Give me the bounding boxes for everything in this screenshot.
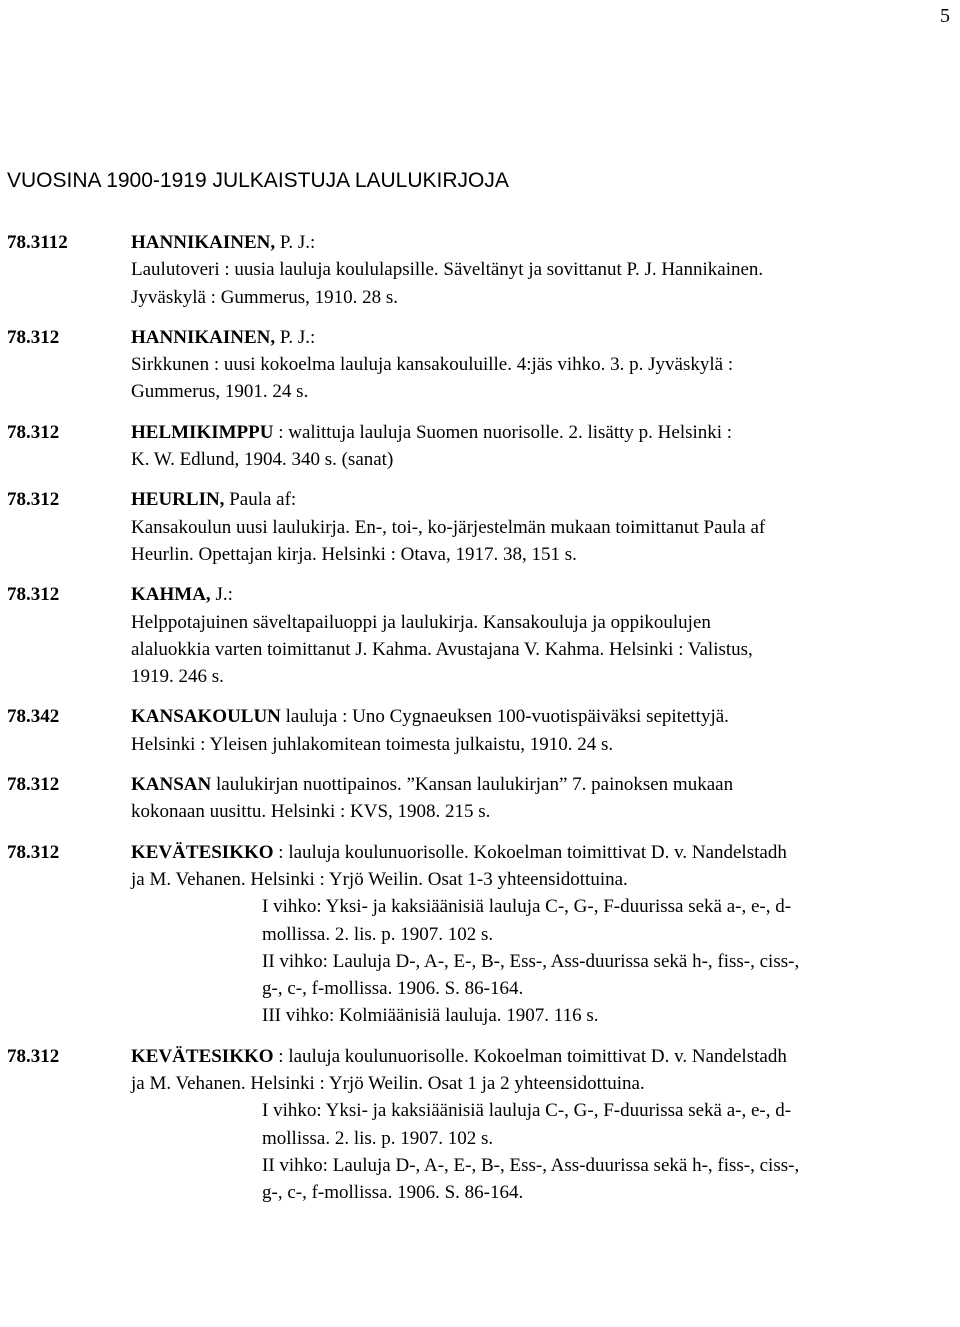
entry-title-line bbox=[131, 1043, 960, 1070]
classification-code: 78.312 bbox=[7, 841, 60, 863]
entry-detail-line: alaluokkia varten toimittanut J. Kahma. Avustajana V. Kahma. Helsinki : Valistus, bbox=[131, 638, 753, 660]
entry-detail-line: ja M. Vehanen. Helsinki : Yrjö Weilin. Osat 1-3 yhteensidottuina. bbox=[131, 868, 628, 890]
entry-title-rest: : walittuja lauluja Suomen nuorisolle. 2. lisätty p. Helsinki : bbox=[273, 421, 733, 443]
volume-note-line: g-, c-, f-mollissa. 1906. S. 86-164. bbox=[262, 1182, 524, 1204]
classification-code: 78.312 bbox=[7, 489, 60, 511]
bibliography-entry bbox=[0, 486, 960, 568]
entry-detail-line: kokonaan uusittu. Helsinki : KVS, 1908. 215 s. bbox=[131, 801, 491, 823]
volume-note-line: g-, c-, f-mollissa. 1906. S. 86-164. bbox=[262, 978, 524, 1000]
volume-note-line: I vihko: Yksi- ja kaksiäänisiä lauluja C-, G-, F-duurissa sekä a-, e-, d- bbox=[262, 1100, 792, 1122]
entry-body bbox=[131, 703, 960, 758]
classification-code: 78.312 bbox=[7, 774, 60, 796]
page-heading: VUOSINA 1900-1919 JULKAISTUJA LAULUKIRJOJA bbox=[7, 169, 509, 192]
entry-detail-line: ja M. Vehanen. Helsinki : Yrjö Weilin. Osat 1 ja 2 yhteensidottuina. bbox=[131, 1073, 645, 1095]
volume-note-line: II vihko: Lauluja D-, A-, E-, B-, Ess-, Ass-duurissa sekä h-, fiss-, ciss-, bbox=[262, 950, 800, 972]
bibliography-entry bbox=[0, 771, 960, 826]
bibliography-entry bbox=[0, 839, 960, 1030]
classification-code: 78.312 bbox=[7, 421, 60, 443]
entry-main-heading: KANSAN bbox=[131, 774, 212, 796]
entry-main-heading: KEVÄTESIKKO bbox=[131, 1045, 274, 1067]
entry-title-rest: P. J.: bbox=[275, 232, 316, 253]
volume-note-line: mollissa. 2. lis. p. 1907. 102 s. bbox=[262, 1127, 494, 1149]
entry-title-line bbox=[131, 771, 960, 798]
entry-title-rest: Paula af: bbox=[224, 489, 297, 511]
entry-body bbox=[131, 839, 960, 1030]
entry-main-heading: HANNIKAINEN, bbox=[131, 232, 276, 253]
entry-main-heading: HANNIKAINEN, bbox=[131, 326, 276, 348]
volume-note-line: I vihko: Yksi- ja kaksiäänisiä lauluja C-, G-, F-duurissa sekä a-, e-, d- bbox=[262, 896, 792, 918]
classification-code: 78.342 bbox=[7, 706, 60, 728]
entry-main-heading: KEVÄTESIKKO bbox=[131, 841, 274, 863]
entry-body bbox=[131, 486, 960, 568]
entry-body bbox=[131, 771, 960, 826]
entry-main-heading: HEURLIN, bbox=[131, 489, 225, 511]
bibliography-entry bbox=[0, 703, 960, 758]
entry-main-heading: KAHMA, bbox=[131, 584, 211, 606]
bibliography-entry bbox=[0, 229, 960, 311]
bibliography-entry bbox=[0, 1043, 960, 1207]
page-number: 5 bbox=[940, 5, 950, 27]
volume-note-line: mollissa. 2. lis. p. 1907. 102 s. bbox=[262, 923, 494, 945]
entry-body bbox=[131, 581, 960, 690]
entry-detail-line: Helppotajuinen säveltapailuoppi ja laulukirja. Kansakouluja ja oppikoulujen bbox=[131, 611, 711, 633]
entry-body bbox=[131, 229, 960, 311]
entry-title-line bbox=[131, 839, 960, 866]
entry-title-line bbox=[131, 581, 960, 608]
entry-title-line bbox=[131, 419, 960, 446]
bibliography-entry bbox=[0, 419, 960, 474]
entry-detail-line: Helsinki : Yleisen juhlakomitean toimesta julkaistu, 1910. 24 s. bbox=[131, 733, 614, 755]
entry-main-heading: KANSAKOULUN bbox=[131, 706, 281, 728]
bibliography-entry bbox=[0, 324, 960, 406]
classification-code: 78.312 bbox=[7, 326, 60, 348]
entry-detail-line: Kansakoulun uusi laulukirja. En-, toi-, ko-järjestelmän mukaan toimittanut Paula af bbox=[131, 516, 766, 538]
entry-detail-line: Sirkkunen : uusi kokoelma lauluja kansakouluille. 4:jäs vihko. 3. p. Jyväskylä : bbox=[131, 354, 734, 376]
volume-note-line: III vihko: Kolmiäänisiä lauluja. 1907. 116 s. bbox=[262, 1005, 599, 1027]
entry-title-line bbox=[131, 229, 960, 256]
volume-note-line: II vihko: Lauluja D-, A-, E-, B-, Ess-, Ass-duurissa sekä h-, fiss-, ciss-, bbox=[262, 1154, 800, 1176]
entry-title-rest: lauluja : Uno Cygnaeuksen 100-vuotispäiväksi sepitettyjä. bbox=[280, 706, 729, 728]
classification-code: 78.312 bbox=[7, 584, 60, 606]
entry-title-line bbox=[131, 486, 960, 513]
entry-detail-line: Gummerus, 1901. 24 s. bbox=[131, 381, 309, 403]
entry-title-line bbox=[131, 324, 960, 351]
entry-title-rest: J.: bbox=[210, 584, 233, 606]
entry-title-rest: laulukirjan nuottipainos. ”Kansan laulukirjan” 7. painoksen mukaan bbox=[211, 774, 734, 796]
entry-detail-line: Heurlin. Opettajan kirja. Helsinki : Otava, 1917. 38, 151 s. bbox=[131, 543, 577, 565]
classification-code: 78.312 bbox=[7, 1045, 60, 1067]
bibliography-entry bbox=[0, 581, 960, 690]
entry-detail-line: Laulutoveri : uusia lauluja koululapsille. Säveltänyt ja sovittanut P. J. Hannikainen. bbox=[131, 259, 764, 281]
entry-title-rest: : lauluja koulunuorisolle. Kokoelman toimittivat D. v. Nandelstadh bbox=[273, 1045, 787, 1067]
entry-detail-line: Jyväskylä : Gummerus, 1910. 28 s. bbox=[131, 286, 399, 308]
entry-detail-line: K. W. Edlund, 1904. 340 s. (sanat) bbox=[131, 449, 394, 471]
entry-title-line bbox=[131, 703, 960, 730]
entry-main-heading: HELMIKIMPPU bbox=[131, 421, 274, 443]
bibliography-list bbox=[0, 229, 960, 1220]
entry-body bbox=[131, 1043, 960, 1207]
entry-detail-line: 1919. 246 s. bbox=[131, 666, 224, 688]
entry-body bbox=[131, 324, 960, 406]
entry-title-rest: : lauluja koulunuorisolle. Kokoelman toimittivat D. v. Nandelstadh bbox=[273, 841, 787, 863]
entry-body bbox=[131, 419, 960, 474]
entry-title-rest: P. J.: bbox=[275, 326, 316, 348]
classification-code: 78.3112 bbox=[7, 232, 68, 253]
